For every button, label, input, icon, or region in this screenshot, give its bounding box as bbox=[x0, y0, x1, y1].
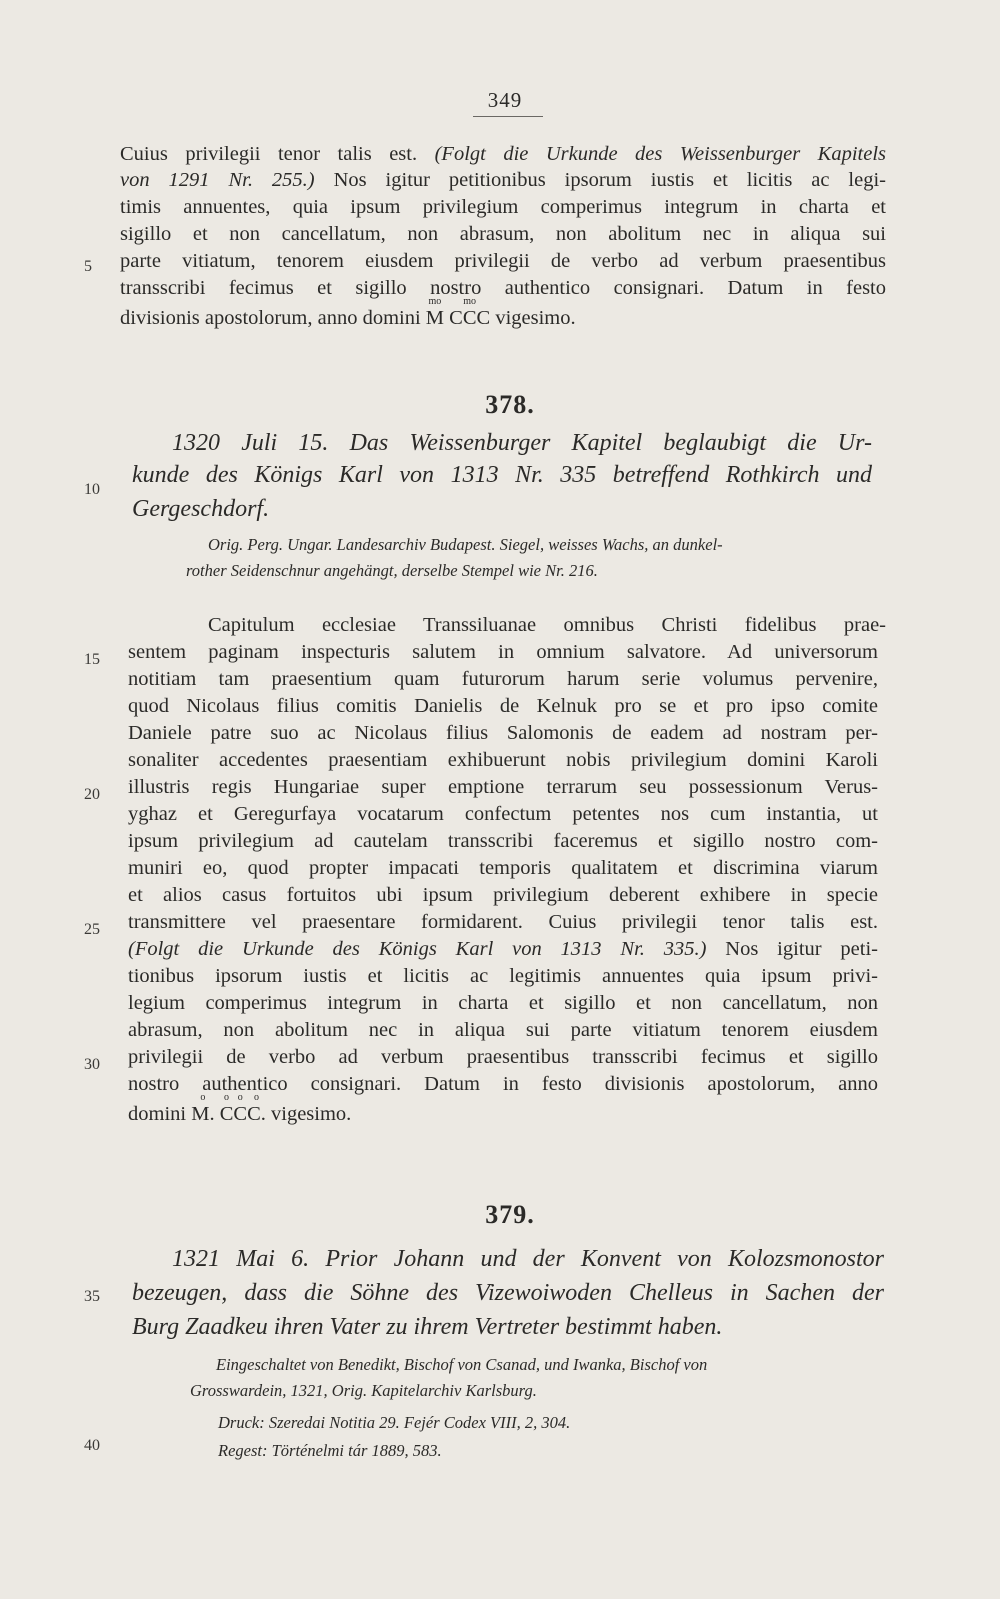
heading-379-line-2: bezeugen, dass die Söhne des Vizewoiwoden Chelleus in Sachen der bbox=[132, 1280, 884, 1306]
page-number-rule bbox=[473, 116, 543, 117]
roman-numeral-m bbox=[425, 296, 445, 329]
body-378-line-14: tionibus ipsorum iustis et licitis ac legitimis annuentes quia ipsum privi- bbox=[128, 965, 878, 987]
intro-line-7 bbox=[120, 296, 886, 332]
body-378-line-1: Capitulum ecclesiae Transsiluanae omnibus Christi fidelibus prae- bbox=[208, 614, 886, 636]
superscript-mark: mo bbox=[428, 296, 442, 307]
source-note-379-line-2: Grosswardein, 1321, Orig. Kapitelarchiv Karlsburg. bbox=[190, 1381, 537, 1400]
numeral-text: M bbox=[425, 307, 445, 329]
line-number-10: 10 bbox=[84, 481, 100, 498]
body-378-line-6: sonaliter accedentes praesentiam exhibuerunt nobis privilegium domini Karoli bbox=[128, 749, 878, 771]
italic-span: von 1291 Nr. 255.) bbox=[120, 169, 315, 191]
intro-line-4: sigillo et non cancellatum, non abrasum, non abolitum nec in aliqua sui bbox=[120, 223, 886, 245]
source-note-378-line-2: rother Seidenschnur angehängt, derselbe Stempel wie Nr. 216. bbox=[186, 561, 598, 580]
body-378-line-3: notitiam tam praesentium quam futurorum harum serie volumus pervenire, bbox=[128, 668, 878, 690]
heading-379-line-3: Burg Zaadkeu ihren Vater zu ihrem Vertreter bestimmt haben. bbox=[132, 1314, 723, 1340]
numeral-text: C bbox=[233, 1103, 248, 1125]
heading-378-line-2: kunde des Königs Karl von 1313 Nr. 335 betreffend Rothkirch und bbox=[132, 462, 872, 488]
body-378-line-7: illustris regis Hungariae super emptione terrarum seu possessionum Verus- bbox=[128, 776, 878, 798]
source-note-378-line-1: Orig. Perg. Ungar. Landesarchiv Budapest. Siegel, weisses Wachs, an dunkel- bbox=[208, 535, 723, 554]
roman-numeral-c3 bbox=[247, 1092, 266, 1125]
body-378-line-19 bbox=[128, 1092, 878, 1128]
page-number: 349 bbox=[487, 88, 523, 112]
line-number-5: 5 bbox=[84, 258, 92, 275]
numeral-text: C. bbox=[247, 1103, 266, 1125]
body-378-line-15: legium comperimus integrum in charta et sigillo et non cancellatum, non bbox=[128, 992, 878, 1014]
document-number-379: 379. bbox=[485, 1200, 535, 1229]
body-378-line-8: yghaz et Geregurfaya vocatarum confectum petentes nos cum instantia, ut bbox=[128, 803, 878, 825]
text-span: Nos igitur petitionibus ipsorum iustis et licitis ac legi- bbox=[314, 169, 886, 191]
roman-numeral-m bbox=[191, 1092, 215, 1125]
regest-note-379: Regest: Történelmi tár 1889, 583. bbox=[218, 1441, 442, 1460]
text-span: vigesimo. bbox=[490, 307, 576, 329]
superscript-mark: o bbox=[200, 1092, 206, 1103]
numeral-text: CCC bbox=[449, 307, 491, 329]
roman-numeral-c1 bbox=[219, 1092, 234, 1125]
body-378-line-2: sentem paginam inspecturis salutem in omnium salvatore. Ad universorum bbox=[128, 641, 878, 663]
intro-line-3: timis annuentes, quia ipsum privilegium comperimus integrum in charta et bbox=[120, 196, 886, 218]
line-number-40: 40 bbox=[84, 1437, 100, 1454]
text-span: Cuius privilegii tenor talis est. bbox=[120, 143, 435, 165]
body-378-line-4: quod Nicolaus filius comitis Danielis de Kelnuk pro se et pro ipso comite bbox=[128, 695, 878, 717]
print-note-379: Druck: Szeredai Notitia 29. Fejér Codex VIII, 2, 304. bbox=[218, 1413, 571, 1432]
superscript-mark: o bbox=[253, 1092, 259, 1103]
body-378-line-5: Daniele patre suo ac Nicolaus filius Salomonis de eadem ad nostram per- bbox=[128, 722, 878, 744]
intro-line-2 bbox=[120, 167, 886, 194]
body-378-line-9: ipsum privilegium ad cautelam transscribi faceremus et sigillo nostro com- bbox=[128, 830, 878, 852]
source-note-379-line-1: Eingeschaltet von Benedikt, Bischof von Csanad, und Iwanka, Bischof von bbox=[216, 1355, 708, 1374]
superscript-mark: o bbox=[237, 1092, 243, 1103]
line-number-30: 30 bbox=[84, 1056, 100, 1073]
heading-378-line-1: 1320 Juli 15. Das Weissenburger Kapitel beglaubigt die Ur- bbox=[172, 430, 872, 456]
heading-379-line-1: 1321 Mai 6. Prior Johann und der Konvent von Kolozsmonostor bbox=[172, 1246, 884, 1272]
superscript-mark: o bbox=[224, 1092, 230, 1103]
text-span: Nos igitur peti- bbox=[706, 938, 879, 960]
intro-line-6: transscribi fecimus et sigillo nostro authentico consignari. Datum in festo bbox=[120, 277, 886, 299]
body-378-line-13 bbox=[128, 936, 878, 963]
body-378-line-17: privilegii de verbo ad verbum praesentibus transscribi fecimus et sigillo bbox=[128, 1046, 878, 1068]
document-number-378: 378. bbox=[485, 390, 535, 419]
intro-line-5: parte vitiatum, tenorem eiusdem privilegii de verbo ad verbum praesentibus bbox=[120, 250, 886, 272]
roman-numeral-ccc bbox=[449, 296, 491, 329]
numeral-text: M. bbox=[191, 1103, 215, 1125]
roman-numeral-c2 bbox=[233, 1092, 248, 1125]
body-378-line-16: abrasum, non abolitum nec in aliqua sui parte vitiatum tenorem eiusdem bbox=[128, 1019, 878, 1041]
italic-span: (Folgt die Urkunde des Weissenburger Kapitels bbox=[434, 143, 887, 165]
text-span: domini bbox=[128, 1103, 192, 1125]
line-number-25: 25 bbox=[84, 921, 100, 938]
intro-line-1 bbox=[120, 141, 886, 168]
body-378-line-11: et alios casus fortuitos ubi ipsum privilegium deberent exhibere in specie bbox=[128, 884, 878, 906]
text-span: divisionis apostolorum, anno domini bbox=[120, 307, 426, 329]
heading-378-line-3: Gergeschdorf. bbox=[132, 496, 270, 522]
body-378-line-10: muniri eo, quod propter impacati temporis qualitatem et discrimina viarum bbox=[128, 857, 878, 879]
line-number-35: 35 bbox=[84, 1288, 100, 1305]
body-378-line-18: nostro authentico consignari. Datum in festo divisionis apostolorum, anno bbox=[128, 1073, 878, 1095]
numeral-text: C bbox=[219, 1103, 234, 1125]
superscript-mark: mo bbox=[463, 296, 477, 307]
line-number-15: 15 bbox=[84, 651, 100, 668]
body-378-line-12: transmittere vel praesentare formidarent. Cuius privilegii tenor talis est. bbox=[128, 911, 878, 933]
line-number-20: 20 bbox=[84, 786, 100, 803]
italic-span: (Folgt die Urkunde des Königs Karl von 1313 Nr. 335.) bbox=[128, 938, 707, 960]
text-span: vigesimo. bbox=[265, 1103, 352, 1125]
